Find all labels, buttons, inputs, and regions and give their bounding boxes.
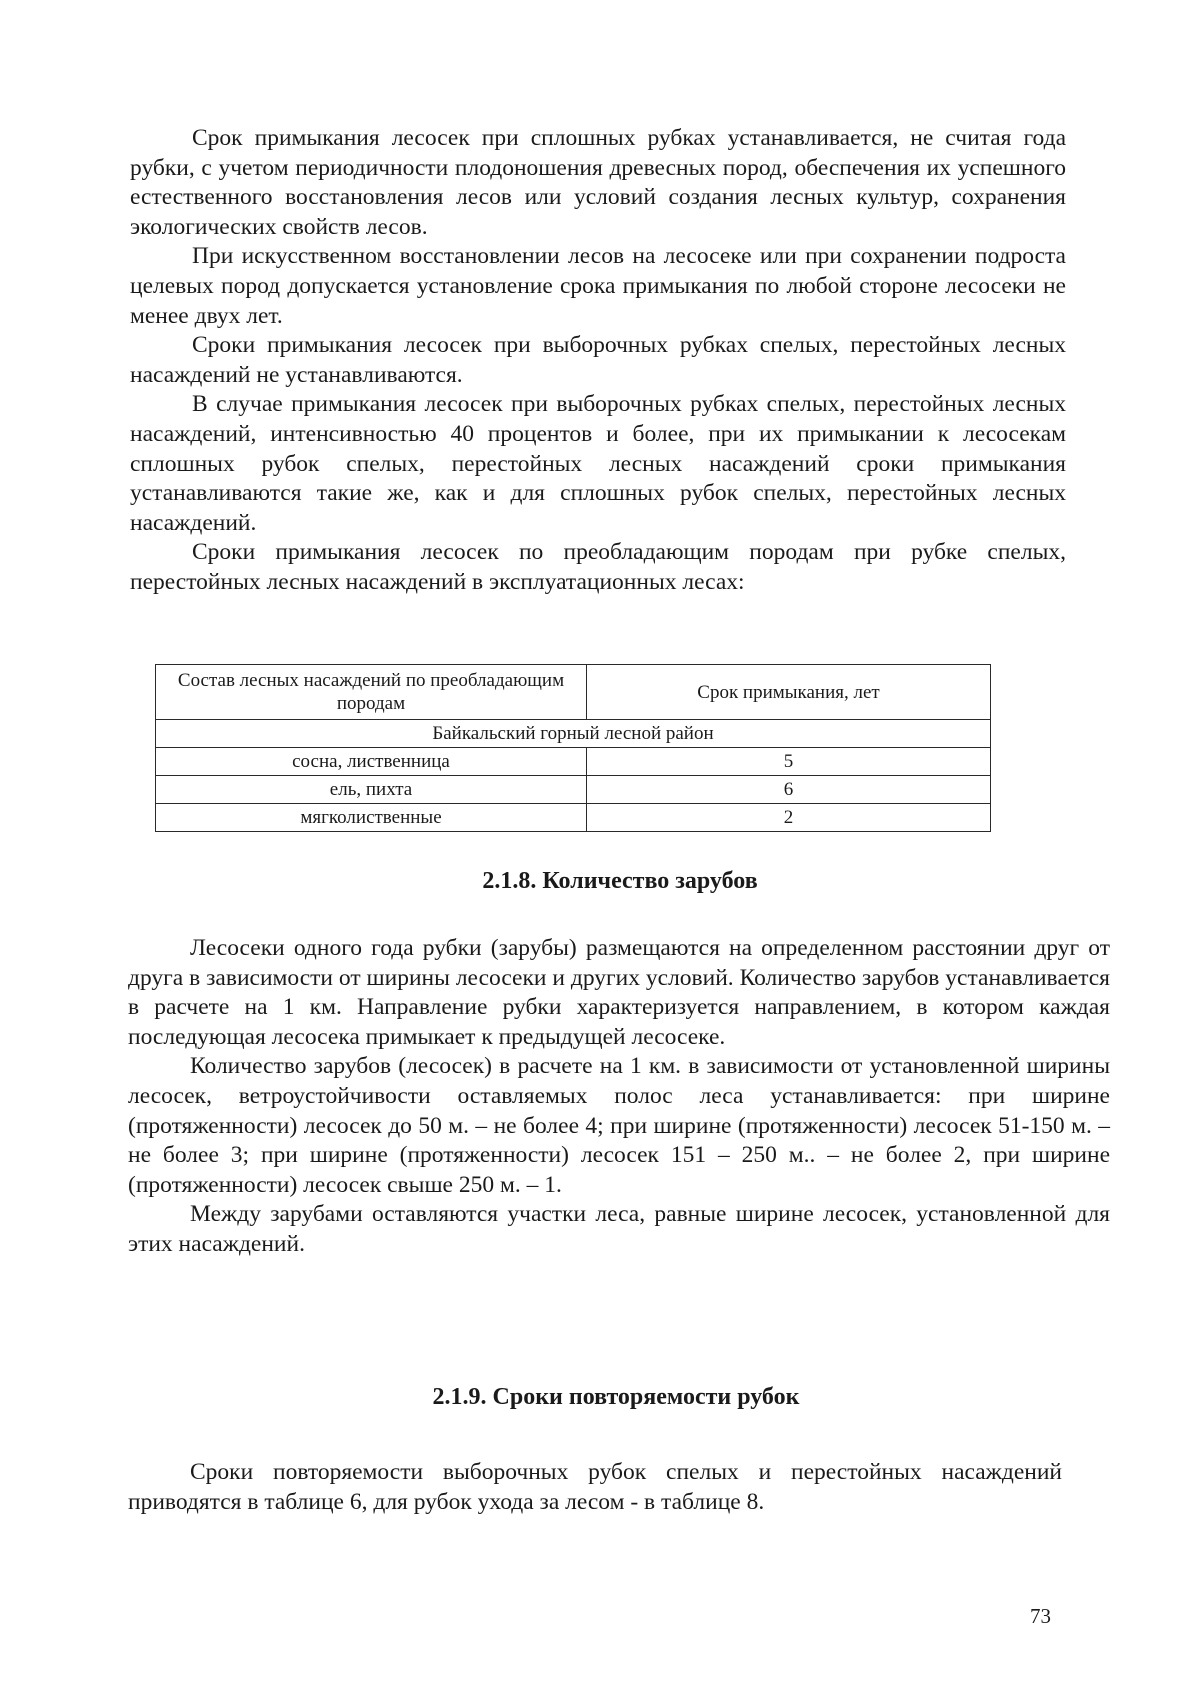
- table-row: [156, 748, 991, 776]
- page-number: 73: [1030, 1604, 1051, 1628]
- paragraph: При искусственном восстановлении лесов на лесосеке или при сохранении подроста целевых пород допускается установление срока примыкания по любой стороне лесосеки не менее двух лет.: [130, 243, 1066, 329]
- table-header-cell: Срок примыкания, лет: [587, 665, 991, 720]
- section-body-cuts: [128, 934, 1110, 1260]
- paragraph: Сроки примыкания лесосек по преобладающим породам при рубке спелых, перестойных лесных насаждений в эксплуатационных лесах:: [130, 539, 1066, 595]
- table-header-row: [156, 665, 991, 720]
- adjacency-periods-table: [155, 664, 991, 832]
- paragraph: Лесосеки одного года рубки (зарубы) размещаются на определенном расстоянии друг от друга в зависимости от ширины лесосеки и других условий. Количество зарубов устанавливается в расчете на 1 км. Направление рубки характеризуется направлением, в котором каждая последующая лесосека примыкает к предыдущей лесосеке.: [128, 935, 1110, 1050]
- section-heading: 2.1.9. Сроки повторяемости рубок: [432, 1384, 800, 1410]
- period-cell: 5: [587, 748, 991, 776]
- paragraph: В случае примыкания лесосек при выборочных рубках спелых, перестойных лесных насаждений, интенсивностью 40 процентов и более, при их примыкании к лесосекам сплошных рубок спелых, перестойных лесных насаждений сроки примыкания устанавливаются такие же, как и для сплошных рубок спелых, перестойных лесных насаждений.: [130, 391, 1066, 536]
- species-cell: мягколиственные: [156, 804, 587, 832]
- paragraph: Срок примыкания лесосек при сплошных рубках устанавливается, не считая года рубки, с учетом периодичности плодоношения древесных пород, обеспечения их успешного естественного восстановления лесов или условий создания лесных культур, сохранения экологических свойств лесов.: [130, 125, 1066, 240]
- table-header-cell: Состав лесных насаждений по преобладающим породам: [156, 665, 587, 720]
- table-row: [156, 776, 991, 804]
- section-body-adjacency: [130, 124, 1066, 598]
- species-cell: ель, пихта: [156, 776, 587, 804]
- section-body-repeat: [128, 1458, 1062, 1517]
- section-heading: 2.1.8. Количество зарубов: [482, 868, 758, 894]
- region-cell: Байкальский горный лесной район: [156, 720, 991, 748]
- period-cell: 2: [587, 804, 991, 832]
- species-cell: сосна, лиственница: [156, 748, 587, 776]
- paragraph: Сроки примыкания лесосек при выборочных рубках спелых, перестойных лесных насаждений не устанавливаются.: [130, 332, 1066, 388]
- table-region-row: [156, 720, 991, 748]
- paragraph: Количество зарубов (лесосек) в расчете на 1 км. в зависимости от установленной ширины лесосек, ветроустойчивости оставляемых полос леса устанавливается: при ширине (протяженности) лесосек до 50 м. – не более 4; при ширине (протяженности) лесосек 51-150 м. – не более 3; при ширине (протяженности) лесосек 151 – 250 м.. – не более 2, при ширине (протяженности) лесосек свыше 250 м. – 1.: [128, 1053, 1110, 1198]
- table-row: [156, 804, 991, 832]
- paragraph: Сроки повторяемости выборочных рубок спелых и перестойных насаждений приводятся в таблице 6, для рубок ухода за лесом - в таблице 8.: [128, 1459, 1062, 1515]
- period-cell: 6: [587, 776, 991, 804]
- paragraph: Между зарубами оставляются участки леса, равные ширине лесосек, установленной для этих насаждений.: [128, 1201, 1110, 1257]
